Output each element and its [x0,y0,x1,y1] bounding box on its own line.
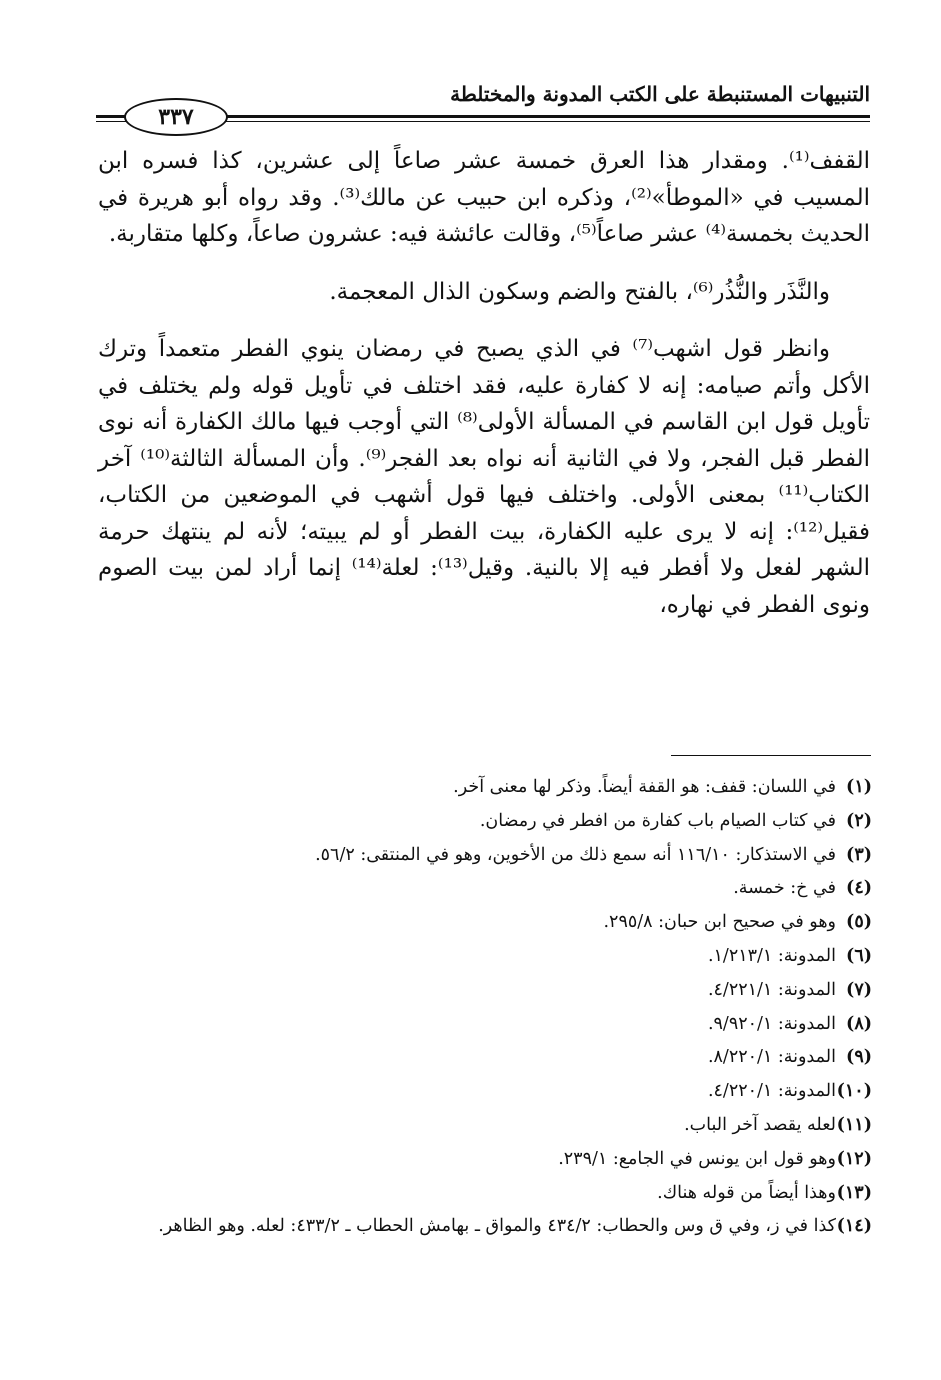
footnote-number: (٤) [846,878,872,899]
running-title: التنبيهات المستنبطة على الكتب المدونة والمختلطة [450,82,870,106]
footnote-number: (١٤) [836,1216,872,1237]
paragraph-2: والنَّذَر والنُّذُر⁽⁶⁾، بالفتح والضم وسكون الذال المعجمة. [329,278,830,305]
footnote-item [98,940,872,974]
footnote-item [98,1109,872,1143]
footnote-text: وهو في صحيح ابن حبان: ٢٩٥/٨. [603,912,836,933]
footnote-text: في كتاب الصيام باب كفارة من افطر في رمضان. [479,810,836,831]
footnote-item [98,805,872,839]
footnote-separator [671,755,871,756]
footnote-number: (١٠) [836,1081,872,1102]
paragraph-1: القفف⁽¹⁾. ومقدار هذا العرق خمسة عشر صاعاً إلى عشرين، كذا فسره ابن المسيب في «الموطأ»⁽²⁾، وذكره ابن حبيب عن مالك⁽³⁾. وقد رواه أبو هريرة في الحديث بخمسة⁽⁴⁾ عشر صاعاً⁽⁵⁾، وقالت عائشة فيه: عشرون صاعاً، وكلها متقاربة. [98,148,870,247]
footnote-number: (١) [846,777,872,797]
footnote-number: (١١) [836,1114,872,1135]
footnote-text: في خ: خمسة. [733,878,836,899]
footnote-number: (٣) [846,844,872,865]
footnote-item [98,872,872,906]
main-text [98,143,870,623]
footnote-item [98,1143,872,1177]
footnote-text: في اللسان: قفف: هو القفة أيضاً. وذكر لها معنى آخر. [453,777,836,797]
footnote-item [98,974,872,1008]
footnote-text: لعله يقصد آخر الباب. [684,1114,836,1135]
page-number: ٣٣٧ [124,98,228,136]
footnote-number: (٢) [846,810,872,831]
footnote-number: (٨) [846,1013,872,1034]
footnote-number: (٦) [846,945,872,966]
footnote-text: في الاستذكار: ١١٦/١٠ أنه سمع ذلك من الأخوين، وهو في المنتقى: ٥٦/٢. [315,844,836,865]
footnote-item [98,771,872,805]
footnote-text: المدونة: ٨/٢٢٠/١. [707,1047,836,1068]
footnote-number: (١٣) [836,1182,872,1203]
footnote-item [98,1008,872,1042]
footnote-item [98,906,872,940]
footnote-item [98,1041,872,1075]
footnote-text: كذا في ز، وفي ق وس والحطاب: ٤٣٤/٢ والمواق ـ بهامش الحطاب ـ ٤٣٣/٢: لعله. وهو الظاهر. [158,1216,836,1237]
footnote-number: (٥) [846,912,872,933]
page-header [96,78,870,128]
footnote-text: المدونة: ٩/٩٢٠/١. [707,1013,836,1034]
footnote-text: المدونة: ١/٢١٣/١. [707,945,836,966]
footnote-number: (٩) [846,1047,872,1068]
footnote-item [98,1177,872,1211]
footnote-text: المدونة: ٤/٢٢٠/١. [707,1081,836,1102]
footnote-number: (١٢) [836,1148,872,1169]
footnote-text: وهو قول ابن يونس في الجامع: ٢٣٩/١. [558,1148,836,1169]
footnote-text: وهذا أيضاً من قوله هناك. [657,1182,836,1203]
footnotes-list [98,771,872,1244]
footnote-number: (٧) [846,979,872,1000]
paragraph-3: وانظر قول اشهب⁽⁷⁾ في الذي يصبح في رمضان ينوي الفطر متعمداً وترك الأكل وأتم صيامه: إنه لا كفارة عليه، فقد اختلف في تأويل قوله ولم يختلف في تأويل قول ابن القاسم في المسألة الأولى⁽⁸⁾ التي أوجب فيها مالك الكفارة أنه نوى الفطر قبل الفجر، ولا في الثانية أنه نواه بعد الفجر⁽⁹⁾. وأن المسألة الثالثة⁽¹⁰⁾ آخر الكتاب⁽¹¹⁾ بمعنى الأولى. واختلف فيها قول أشهب في الموضعين من الكتاب، فقيل⁽¹²⁾: إنه لا يرى عليه الكفارة، بيت الفطر أو لم يبيته؛ لأنه لم ينتهك حرمة الشهر لفعل ولا أفطر فيه إلا بالنية. وقيل⁽¹³⁾: لعلة⁽¹⁴⁾ إنما أراد لمن بيت الصوم ونوى الفطر في نهاره، [98,336,871,618]
footnote-item [98,1075,872,1109]
footnote-item [98,839,872,873]
footnote-text: المدونة: ٤/٢٢١/١. [707,979,836,1000]
footnote-item [98,1210,872,1244]
